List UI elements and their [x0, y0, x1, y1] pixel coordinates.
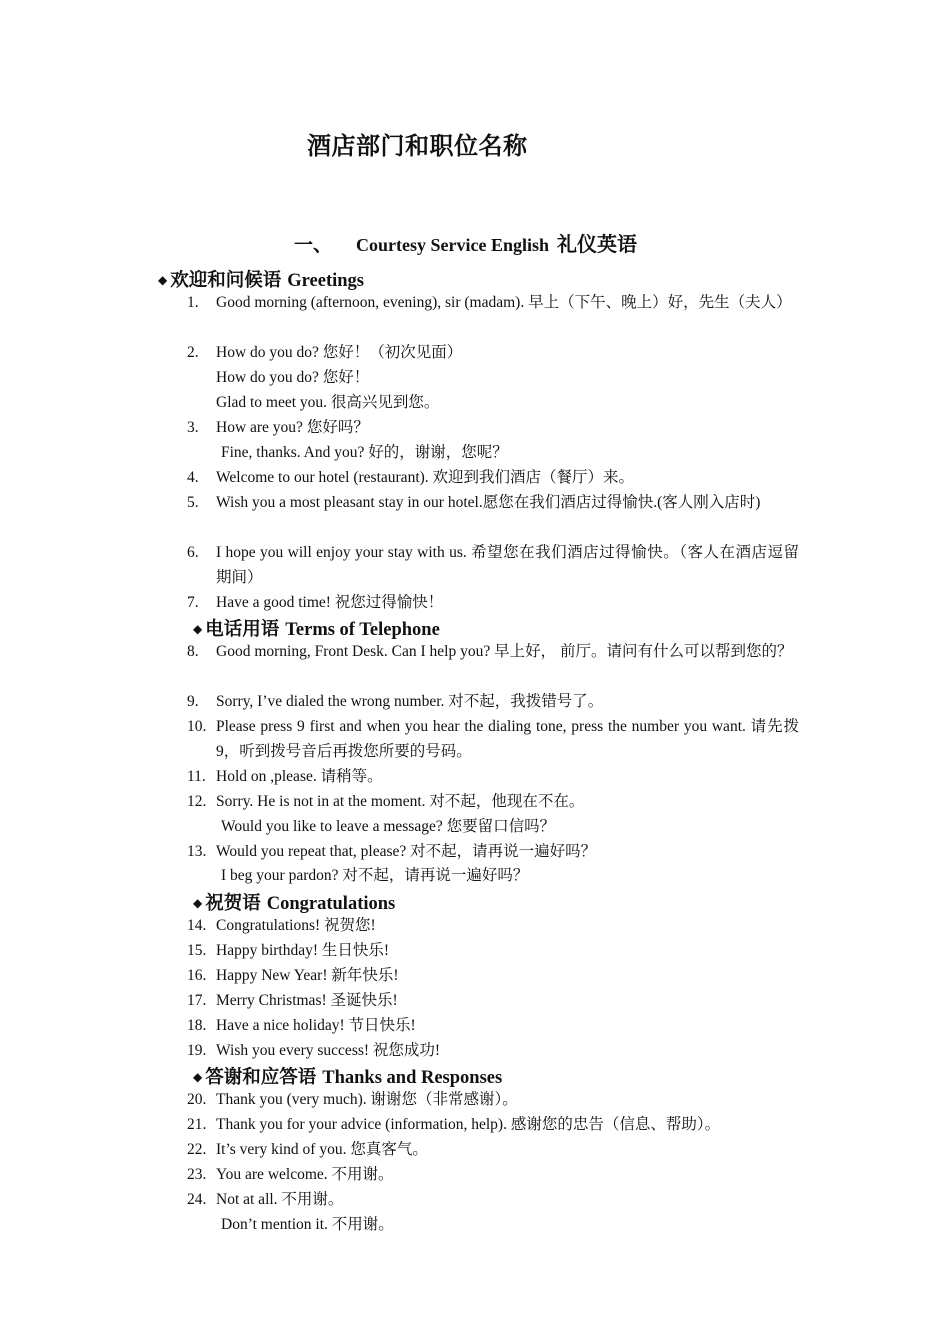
item-number: 9. [187, 693, 199, 710]
item-number: 18. [187, 1017, 207, 1034]
item-text: You are welcome. 不用谢。 [216, 1166, 394, 1183]
item-text: Welcome to our hotel (restaurant). 欢迎到我们酒店（餐厅）来。 [216, 469, 635, 486]
subsection-english: Congratulations [266, 894, 396, 914]
item-number: 3. [187, 419, 199, 436]
document-title: 酒店部门和职位名称 [307, 134, 528, 160]
list-item [187, 415, 799, 440]
list-item [187, 1038, 799, 1063]
item-number: 6. [187, 544, 199, 561]
item-text: Hold on ,please. 请稍等。 [216, 768, 383, 785]
item-number: 23. [187, 1166, 207, 1183]
item-number: 24. [187, 1191, 207, 1208]
item-text: Have a good time! 祝您过得愉快！ [216, 594, 444, 611]
list-item [187, 340, 799, 365]
item-number: 1. [187, 294, 199, 311]
list-item [187, 963, 799, 988]
item-text: It’s very kind of you. 您真客气。 [216, 1141, 428, 1158]
section-title-english: Courtesy Service English [356, 235, 550, 255]
diamond-bullet-icon: ◆ [193, 622, 203, 636]
list-item [187, 1162, 799, 1187]
list-item [187, 540, 799, 590]
item-number: 16. [187, 967, 207, 984]
item-number: 5. [187, 494, 199, 511]
subsection-greetings [158, 266, 364, 292]
subsection-english: Thanks and Responses [322, 1068, 503, 1088]
subsection-chinese: 答谢和应答语 [205, 1068, 317, 1088]
list-item [187, 639, 799, 664]
list-item [187, 590, 799, 615]
item-text: How do you do? 您好！（初次见面） [216, 344, 463, 361]
item-text: How are you? 您好吗？ [216, 419, 369, 436]
list-item [187, 913, 799, 938]
item-text: Thank you for your advice (information, help). 感谢您的忠告（信息、帮助）。 [216, 1116, 721, 1133]
item-number: 7. [187, 594, 199, 611]
list-item [187, 1087, 799, 1112]
item-text: Good morning (afternoon, evening), sir (madam). 早上（下午、晚上）好，先生（夫人） [216, 294, 792, 311]
item-text: Merry Christmas! 圣诞快乐! [216, 992, 398, 1009]
item-text: Wish you every success! 祝您成功! [216, 1042, 441, 1059]
item-continuation: Fine, thanks. And you? 好的，谢谢，您呢？ [221, 444, 508, 461]
item-continuation: Glad to meet you. 很高兴见到您。 [216, 394, 440, 411]
item-text: Congratulations! 祝贺您! [216, 917, 376, 934]
section-title-chinese: 礼仪英语 [557, 234, 638, 256]
list-item [187, 689, 799, 714]
item-number: 4. [187, 469, 199, 486]
item-text: Good morning, Front Desk. Can I help you? 早上好， 前厅。请问有什么可以帮到您的？ [216, 643, 793, 660]
list-item [187, 290, 799, 315]
item-number: 20. [187, 1091, 207, 1108]
item-text: Sorry. He is not in at the moment. 对不起，他现在不在。 [216, 793, 585, 810]
item-continuation: Don’t mention it. 不用谢。 [221, 1216, 394, 1233]
item-continuation: I beg your pardon? 对不起，请再说一遍好吗？ [221, 867, 529, 884]
list-item [187, 490, 799, 515]
item-text: Sorry, I’ve dialed the wrong number. 对不起，我拨错号了。 [216, 693, 604, 710]
item-text: Thank you (very much). 谢谢您（非常感谢）。 [216, 1091, 518, 1108]
list-item [187, 1137, 799, 1162]
list-item [187, 938, 799, 963]
item-number: 17. [187, 992, 207, 1009]
item-number: 12. [187, 793, 207, 810]
item-text: I hope you will enjoy your stay with us. 希望您在我们酒店过得愉快。（客人在酒店逗留期间） [216, 544, 799, 586]
diamond-bullet-icon: ◆ [193, 1070, 203, 1084]
subsection-chinese: 欢迎和问候语 [170, 271, 282, 291]
item-text: Wish you a most pleasant stay in our hotel.愿您在我们酒店过得愉快.(客人刚入店时) [216, 494, 761, 511]
subsection-telephone [193, 615, 440, 641]
section-number: 一、 [294, 235, 333, 256]
list-item [187, 988, 799, 1013]
item-text: Would you repeat that, please? 对不起，请再说一遍好吗？ [216, 843, 597, 860]
list-item [187, 1013, 799, 1038]
list-item [187, 839, 799, 864]
item-number: 21. [187, 1116, 207, 1133]
subsection-chinese: 祝贺语 [205, 894, 261, 914]
item-number: 22. [187, 1141, 207, 1158]
item-continuation: Would you like to leave a message? 您要留口信吗？ [221, 818, 556, 835]
list-item [187, 789, 799, 814]
section-heading [294, 228, 637, 257]
subsection-english: Terms of Telephone [285, 620, 440, 640]
item-number: 19. [187, 1042, 207, 1059]
item-text: Happy birthday! 生日快乐! [216, 942, 390, 959]
item-number: 11. [187, 768, 206, 785]
diamond-bullet-icon: ◆ [158, 273, 168, 287]
list-item [187, 465, 799, 490]
diamond-bullet-icon: ◆ [193, 896, 203, 910]
list-item [187, 1187, 799, 1212]
item-number: 2. [187, 344, 199, 361]
item-text: Please press 9 first and when you hear the dialing tone, press the number you want. 请先拨 9，听到拨号音后再拨您所要的号码。 [216, 718, 799, 760]
item-number: 14. [187, 917, 207, 934]
item-number: 15. [187, 942, 207, 959]
item-number: 10. [187, 718, 207, 735]
list-item [187, 764, 799, 789]
subsection-thanks [193, 1063, 502, 1089]
item-number: 13. [187, 843, 207, 860]
list-item [187, 714, 799, 764]
item-text: Have a nice holiday! 节日快乐! [216, 1017, 416, 1034]
item-text: Not at all. 不用谢。 [216, 1191, 344, 1208]
subsection-chinese: 电话用语 [205, 620, 280, 640]
subsection-english: Greetings [287, 271, 364, 291]
item-continuation: How do you do? 您好！ [216, 369, 370, 386]
subsection-congratulations [193, 889, 395, 915]
item-number: 8. [187, 643, 199, 660]
item-text: Happy New Year! 新年快乐! [216, 967, 399, 984]
list-item [187, 1112, 799, 1137]
